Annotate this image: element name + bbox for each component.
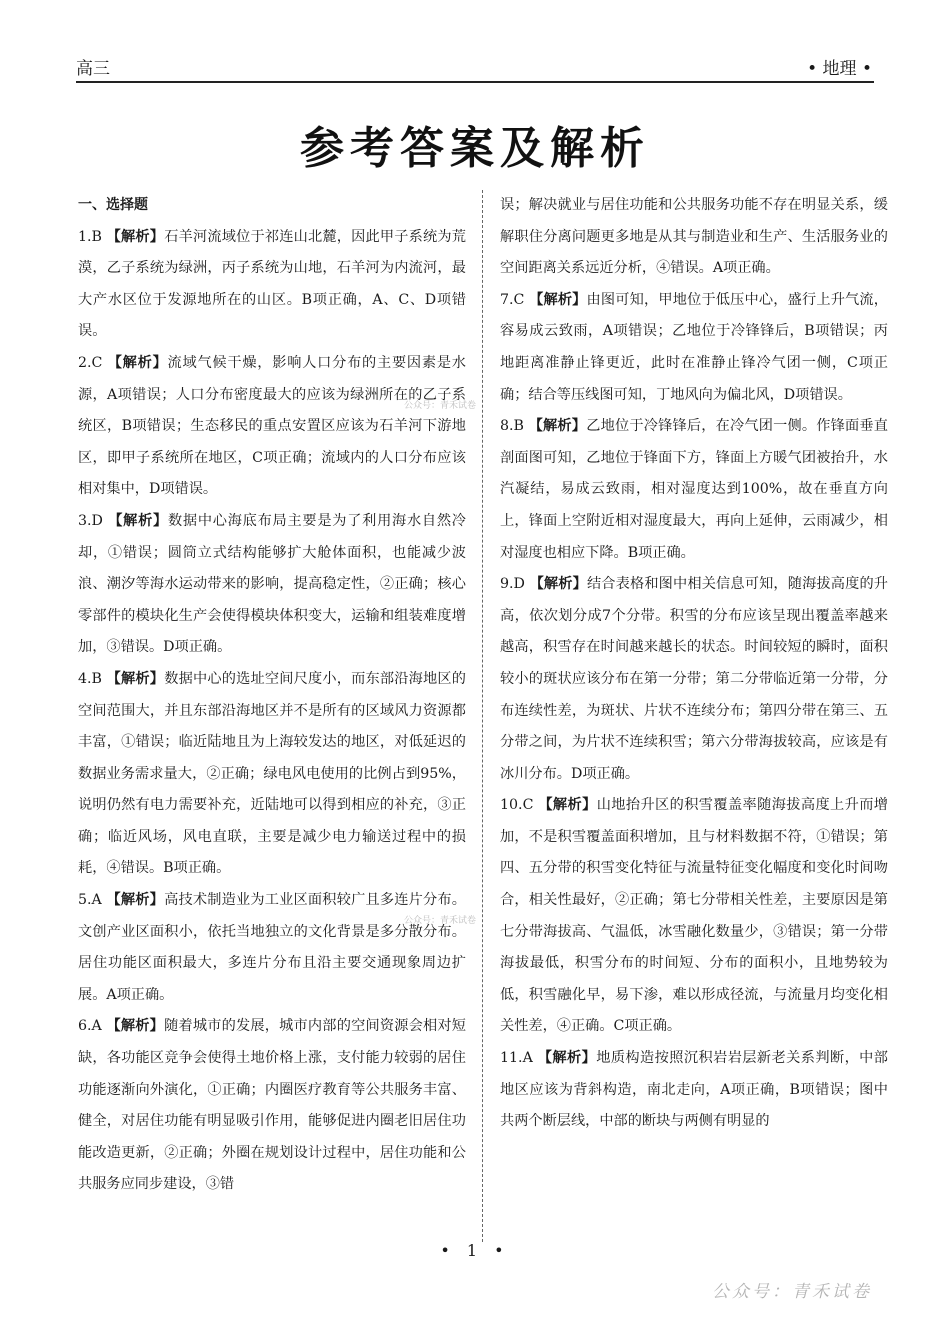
analysis-tag: 【解析】 — [529, 291, 587, 308]
answer-number: 4.B — [78, 670, 102, 687]
watermark-small: 公众号：青禾试卷 — [404, 401, 477, 411]
analysis-tag: 【解析】 — [108, 512, 168, 529]
answer-item — [78, 506, 466, 664]
section-heading: 一、选择题 — [78, 197, 148, 213]
answer-text: 乙地位于冷锋锋后，在冷气团一侧。作锋面垂直剖面图可知，乙地位于锋面下方，锋面上方暖气团被抬升，水汽凝结，易成云致雨，相对湿度达到100%，故在垂直方向上，锋面上空附近相对湿度最大，再向上延伸，云雨减少，相对湿度也相应下降。B项正确。 — [500, 418, 888, 561]
subject-label: • 地理 • — [807, 59, 872, 79]
continued-text: 误；解决就业与居住功能和公共服务功能不存在明显关系，缓解职住分离问题更多地是从其与制造业和生产、生活服务业的空间距离关系远近分析，④错误。A项正确。 — [500, 197, 888, 277]
column-divider — [482, 190, 483, 1242]
right-answer-list — [500, 285, 888, 1138]
answer-number: 7.C — [500, 291, 525, 308]
answer-item — [78, 885, 466, 1011]
answer-item — [500, 285, 888, 411]
answer-text: 随着城市的发展，城市内部的空间资源会相对短缺，各功能区竞争会使得土地价格上涨，支付能力较弱的居住功能逐渐向外演化，①正确；内圈医疗教育等公共服务丰富、健全，对居住功能有明显吸引作用，能够促进内圈老旧居住功能改造更新，②正确；外圈在规划设计过程中，居住功能和公共服务应同步建设，③错 — [78, 1018, 466, 1193]
analysis-tag: 【解析】 — [529, 576, 587, 593]
right-column — [500, 190, 888, 1138]
analysis-tag: 【解析】 — [106, 892, 165, 909]
left-column — [78, 190, 466, 1201]
answer-item — [500, 1043, 888, 1138]
analysis-tag: 【解析】 — [528, 418, 587, 435]
analysis-tag: 【解析】 — [106, 1018, 165, 1035]
analysis-tag: 【解析】 — [107, 354, 168, 371]
answer-number: 11.A — [500, 1050, 533, 1067]
analysis-tag: 【解析】 — [106, 670, 165, 687]
answer-text: 地质构造按照沉积岩岩层新老关系判断，中部地区应该为背斜构造，南北走向，A项正确，B项错误；图中共两个断层线，中部的断块与两侧有明显的 — [500, 1050, 888, 1130]
answer-number: 8.B — [500, 418, 524, 435]
answer-item — [78, 222, 466, 348]
answer-item — [500, 790, 888, 1043]
watermark-footer: 公众号：青禾试卷 — [712, 1282, 872, 1302]
answer-number: 10.C — [500, 797, 534, 814]
answer-text: 结合表格和图中相关信息可知，随海拔高度的升高，依次划分成7个分带。积雪的分布应该呈现出覆盖率越来越高，积雪存在时间越来越长的状态。时间较短的瞬时，面积较小的斑状应该分布在第一分带；第二分带临近第一分带，分布连续性差，为斑状、片状不连续分布；第四分带在第三、五分带之间，为片状不连续积雪；第六分带海拔较高，应该是有冰川分布。D项正确。 — [500, 576, 888, 782]
answer-number: 9.D — [500, 576, 525, 593]
watermark-small: 公众号：青禾试卷 — [404, 916, 477, 926]
answer-number: 5.A — [78, 892, 102, 909]
answer-text: 数据中心的选址空间尺度小，而东部沿海地区的空间范围大，并且东部沿海地区并不是所有的区域风力资源都丰富，①错误；临近陆地且为上海较发达的地区，对低延迟的数据业务需求量大，②正确；绿电风电使用的比例占到95%，说明仍然有电力需要补充，近陆地可以得到相应的补充，③正确；临近风场，风电直联，主要是减少电力输送过程中的损耗，④错误。B项正确。 — [78, 670, 466, 877]
answer-item — [78, 664, 466, 885]
answer-number: 2.C — [78, 354, 103, 371]
answer-text: 高技术制造业为工业区面积较广且多连片分布。文创产业区面积小，依托当地独立的文化背景是多分散分布。居住功能区面积最大，多连片分布且沿主要交通现象周边扩展。A项正确。 — [78, 892, 466, 1003]
page-title: 参考答案及解析 — [300, 123, 650, 174]
answer-item — [500, 411, 888, 569]
analysis-tag: 【解析】 — [538, 797, 597, 814]
grade-label: 高三 — [76, 59, 110, 79]
page-number: • 1 • — [440, 1241, 510, 1260]
analysis-tag: 【解析】 — [537, 1050, 597, 1067]
left-answer-list — [78, 222, 466, 1201]
answer-item — [500, 569, 888, 790]
answer-item — [78, 1011, 466, 1201]
answer-number: 3.D — [78, 512, 103, 529]
answer-text: 由图可知，甲地位于低压中心，盛行上升气流，容易成云致雨，A项错误；乙地位于冷锋锋后，B项错误；丙地距离准静止锋更近，此时在准静止锋冷气团一侧，C项正确；结合等压线图可知，丁地风向为偏北风，D项错误。 — [500, 291, 888, 403]
answer-item — [78, 348, 466, 506]
answer-number: 6.A — [78, 1018, 102, 1035]
answer-number: 1.B — [78, 228, 102, 245]
analysis-tag: 【解析】 — [106, 228, 165, 245]
answer-text: 石羊河流域位于祁连山北麓，因此甲子系统为荒漠，乙子系统为绿洲，丙子系统为山地，石羊河为内流河，最大产水区位于发源地所在的山区。B项正确，A、C、D项错误。 — [78, 228, 466, 340]
answer-text: 流域气候干燥，影响人口分布的主要因素是水源，A项错误；人口分布密度最大的应该为绿洲所在的乙子系统区，B项错误；生态移民的重点安置区应该为石羊河下游地区，即甲子系统所在地区，C项正确；流域内的人口分布应该相对集中，D项错误。 — [78, 354, 466, 498]
answer-text: 数据中心海底布局主要是为了利用海水自然冷却，①错误；圆筒立式结构能够扩大舱体面积，也能减少波浪、潮汐等海水运动带来的影响，提高稳定性，②正确；核心零部件的模块化生产会使得模块体积变大，运输和组装难度增加，③错误。D项正确。 — [78, 512, 466, 656]
header-rule — [76, 81, 874, 83]
answer-text: 山地抬升区的积雪覆盖率随海拔高度上升而增加，不是积雪覆盖面积增加，且与材料数据不符，①错误；第四、五分带的积雪变化特征与流量特征变化幅度和变化时间吻合，相关性最好，②正确；第七分带相关性差，主要原因是第七分带海拔高、气温低，冰雪融化数量少，③错误；第一分带海拔最低，积雪分布的时间短、分布的面积小，且地势较为低，积雪融化早，易下渗，难以形成径流，与流量月均变化相关性差，④正确。C项正确。 — [500, 797, 888, 1035]
